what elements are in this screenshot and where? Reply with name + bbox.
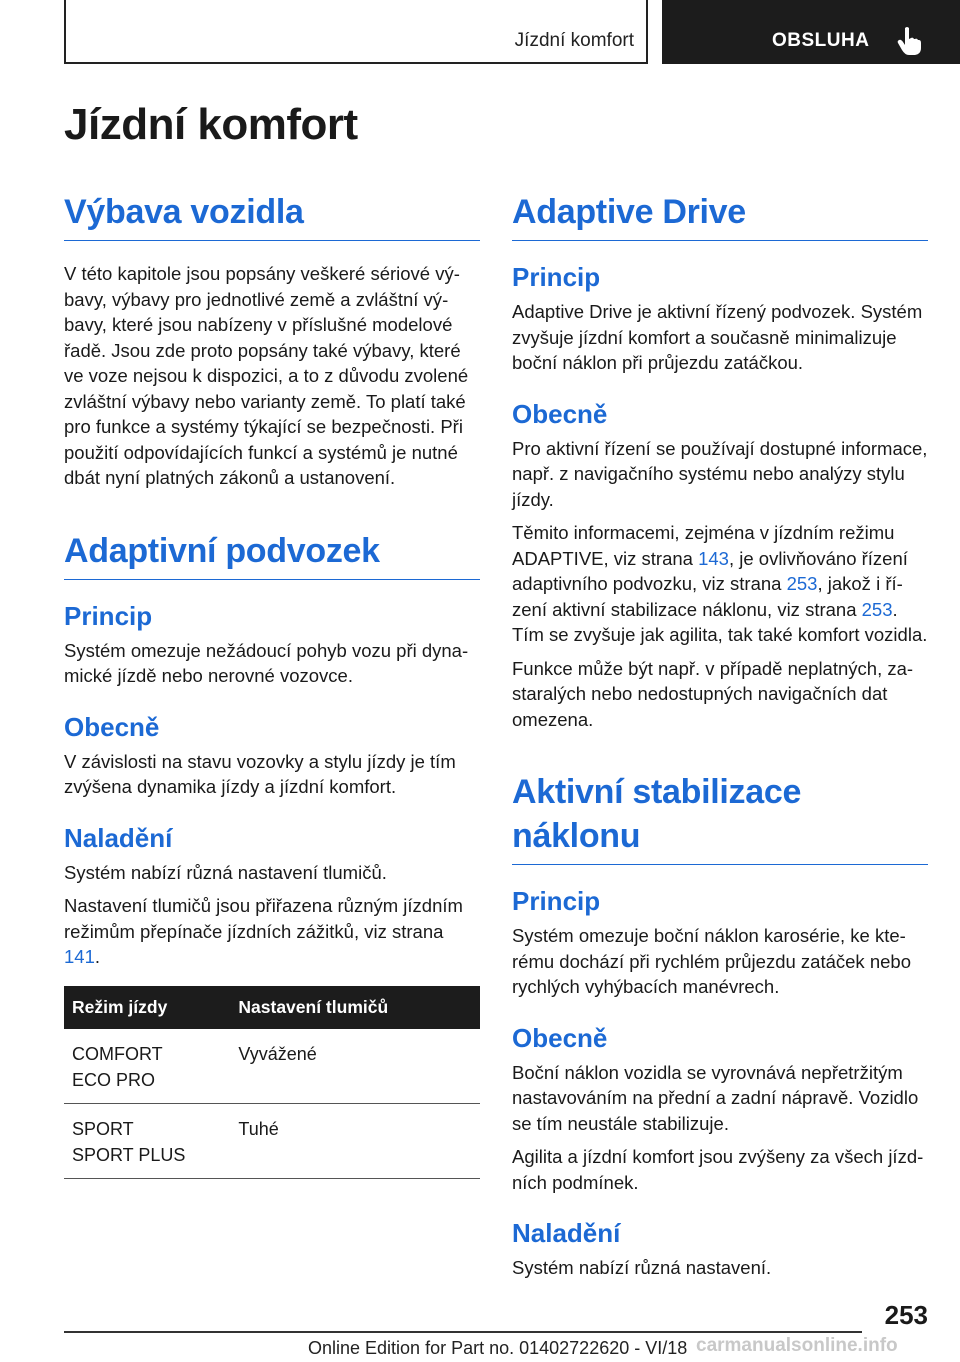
pointing-hand-icon bbox=[896, 26, 922, 56]
adaptive-obecne-text1: Pro aktivní řízení se používají dostupné informace, např. z navigačního systému nebo analýzy stylu jízdy. bbox=[512, 437, 928, 510]
podvozek-princip-heading: Princip bbox=[64, 600, 153, 631]
podvozek-obecne-heading: Obecně bbox=[64, 711, 160, 742]
table-cell-mode: SPORT SPORT PLUS bbox=[64, 1103, 230, 1178]
footer-edition: Online Edition for Part no. 01402722620 - VI/18 bbox=[308, 1338, 688, 1358]
stabilizace-obecne-text2: Agilita a jízdní komfort jsou zvýšeny za všech jízdních podmínek. bbox=[512, 1146, 924, 1193]
table-cell-mode: COMFORT ECO PRO bbox=[64, 1029, 230, 1104]
section-heading-adaptive-drive: Adaptive Drive bbox=[512, 190, 928, 241]
damper-settings-table bbox=[64, 986, 480, 1179]
page-link-141[interactable]: 141 bbox=[64, 946, 95, 967]
stabilizace-obecne-heading: Obecně bbox=[512, 1022, 608, 1053]
table-cell-setting: Tuhé bbox=[230, 1103, 480, 1178]
adaptive-obecne-text3: Funkce může být např. v případě neplatných, zastaralých nebo nedostupných navigačních dat omezena. bbox=[512, 657, 914, 730]
podvozek-naladeni-heading: Naladění bbox=[64, 822, 173, 853]
left-column bbox=[64, 190, 480, 1179]
podvozek-naladeni-text2: Nastavení tlumičů jsou přiřazena různým jízdním režimům přepínače jízdních zážitků, viz strana 141. bbox=[64, 895, 463, 967]
vybava-text: V této kapitole jsou popsány veškeré sériové výbavy, výbavy pro jednotlivé země a zvláštní výbavy, které jsou nabízeny v příslušné modelové řadě. Jsou zde proto popsány také výbavy, které ve voze nejsou k dispozici, a to z důvodu zvolené zvláštní výbavy nebo varianty země. To platí také pro funkce a systémy týkající se bezpečnosti. Při použití odpovídajících funkcí a systémů je nutné dbát nyní platných zákonů a ustanovení. bbox=[64, 263, 469, 488]
section-heading-podvozek: Adaptivní podvozek bbox=[64, 529, 480, 580]
table-header-mode: Režim jízdy bbox=[64, 986, 230, 1029]
page-number: 253 bbox=[884, 1300, 928, 1330]
stabilizace-princip-text: Systém omezuje boční náklon karosérie, ke kterému dochází při rychlém průjezdu zatáček nebo rychlých vyhýbacích manévrech. bbox=[512, 925, 911, 997]
adaptive-obecne-text2: Těmito informacemi, zejména v jízdním režimu ADAPTIVE, viz strana 143, je ovlivňováno řízení adaptivního podvozku, viz strana 253, jakož i řízení aktivní stabilizace náklonu, viz strana 253. Tím se zvyšuje jak agilita, tak také komfort vozidla. bbox=[512, 522, 928, 645]
table-header-damper: Nastavení tlumičů bbox=[230, 986, 480, 1029]
stabilizace-princip-heading: Princip bbox=[512, 886, 601, 916]
section-heading-stabilizace: Aktivní stabilizace náklonu bbox=[512, 770, 928, 865]
right-column bbox=[512, 190, 928, 1289]
adaptive-princip-text: Adaptive Drive je aktivní řízený podvozek. Systém zvyšuje jízdní komfort a současně minimalizuje boční náklon při průjezdu zatáčkou. bbox=[512, 301, 923, 373]
watermark: carmanualsonline.info bbox=[696, 1335, 898, 1356]
stabilizace-obecne-text1: Boční náklon vozidla se vyrovnává nepřetržitým nastavováním na přední a zadní nápravě. Vozidlo se tím neustále stabilizuje. bbox=[512, 1061, 919, 1134]
adaptive-obecne-heading: Obecně bbox=[512, 398, 608, 429]
stabilizace-naladeni-heading: Naladění bbox=[512, 1218, 621, 1248]
header-section-title: Jízdní komfort bbox=[514, 30, 634, 51]
podvozek-princip-text: Systém omezuje nežádoucí pohyb vozu při dynamické jízdě nebo nerovné vozovce. bbox=[64, 639, 469, 686]
page-title: Jízdní komfort bbox=[64, 100, 358, 149]
table-row bbox=[64, 1103, 480, 1178]
header-tab bbox=[662, 0, 960, 64]
page-link-253[interactable]: 253 bbox=[786, 573, 818, 594]
page-link-253[interactable]: 253 bbox=[861, 598, 893, 620]
header-tab-label: OBSLUHA bbox=[772, 30, 870, 51]
section-heading-vybava: Výbava vozidla bbox=[64, 190, 480, 241]
table-row bbox=[64, 1029, 480, 1104]
table-cell-setting: Vyvážené bbox=[230, 1029, 480, 1104]
header-frame bbox=[64, 0, 648, 64]
podvozek-naladeni-text1: Systém nabízí různá nastavení tlumičů. bbox=[64, 861, 387, 883]
footer-divider bbox=[64, 1331, 862, 1333]
page-link-143[interactable]: 143 bbox=[698, 547, 729, 569]
podvozek-obecne-text: V závislosti na stavu vozovky a stylu jízdy je tím zvýšena dynamika jízdy a jízdní komfort. bbox=[64, 750, 456, 797]
stabilizace-naladeni-text: Systém nabízí různá nastavení. bbox=[512, 1257, 772, 1278]
adaptive-princip-heading: Princip bbox=[512, 262, 601, 292]
